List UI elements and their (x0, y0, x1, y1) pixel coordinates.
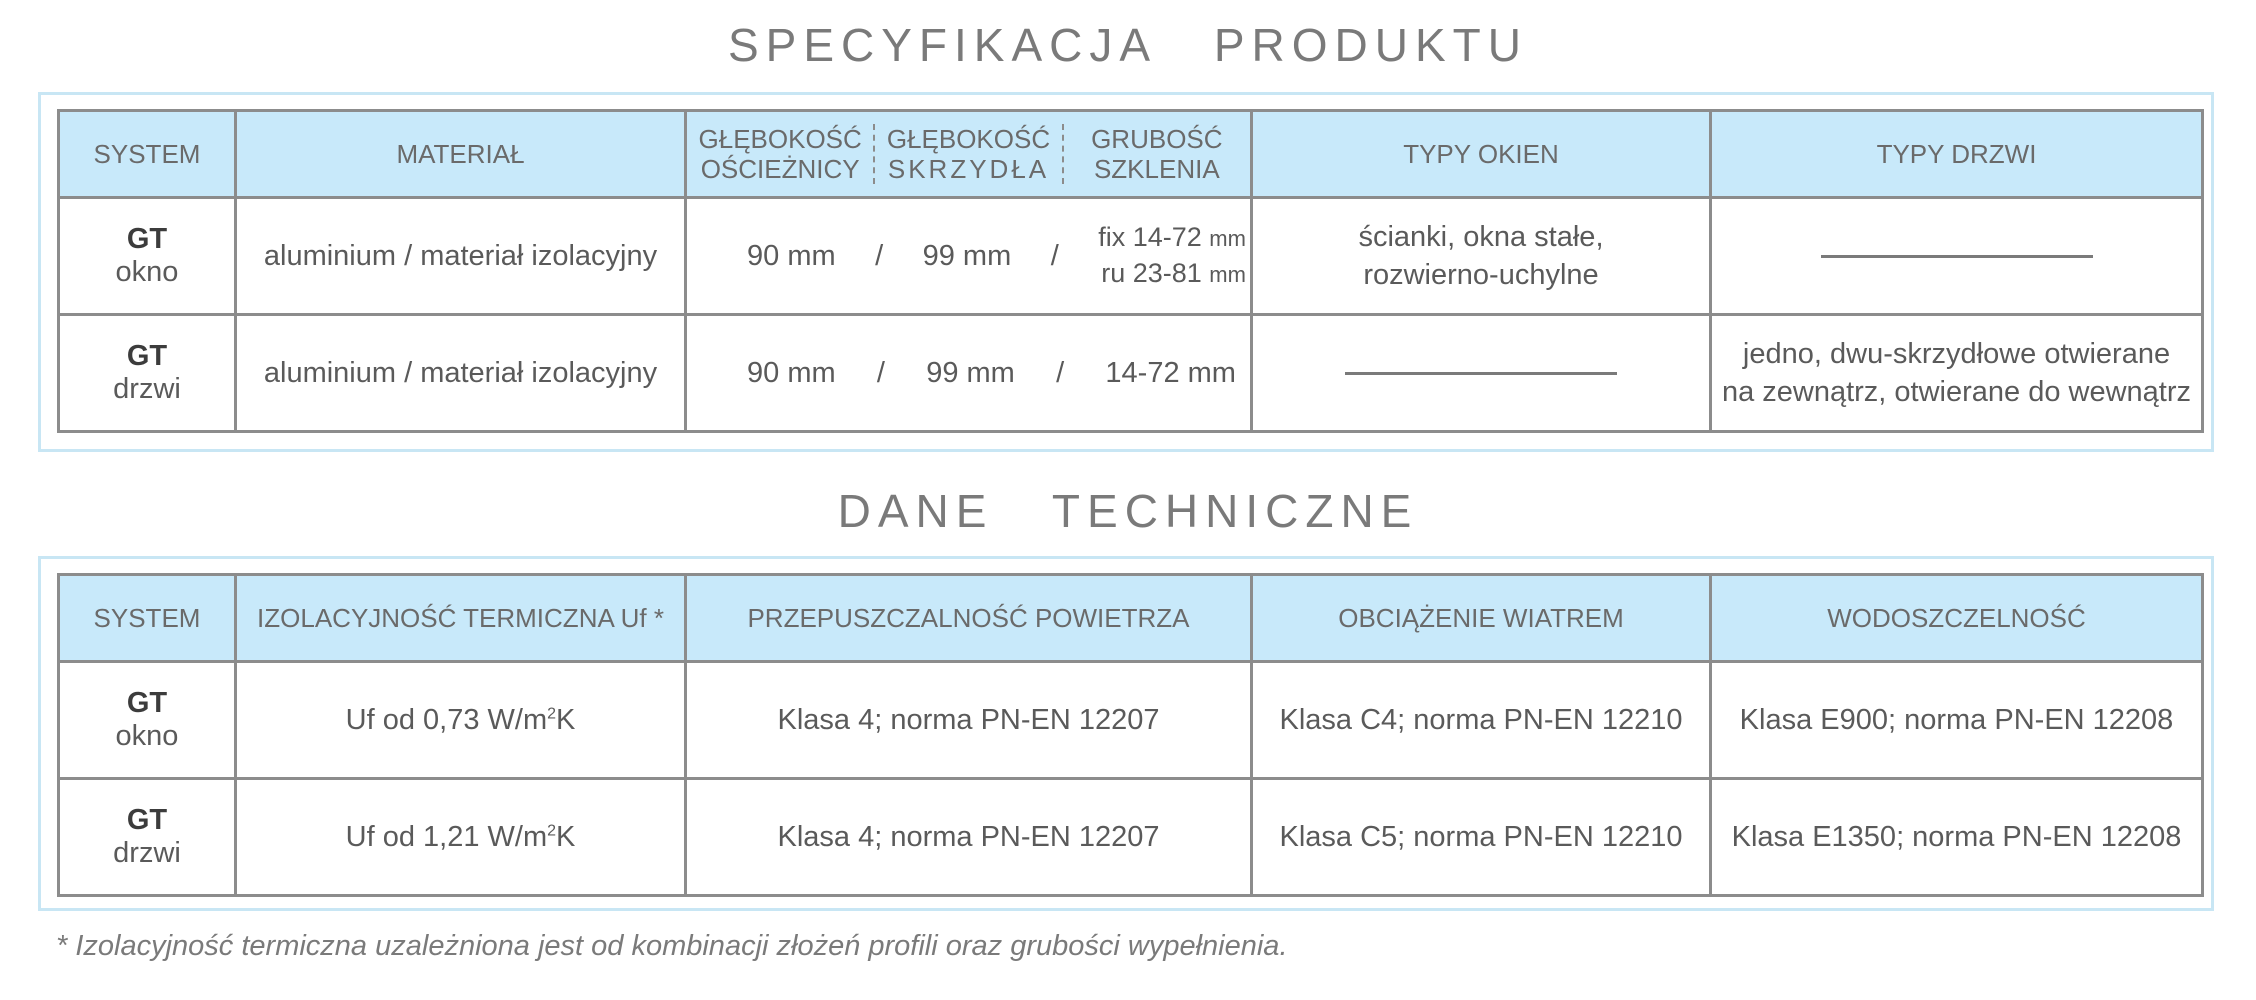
spec-header-row (59, 111, 2203, 198)
system-name: GT (126, 804, 168, 836)
window-types-cell (1252, 315, 1711, 432)
separator: / (875, 239, 884, 272)
depth-sash-value: 99 mm (922, 239, 1012, 272)
footnote: * Izolacyjność termiczna uzależniona jest od kombinacji złożeń profili oraz grubości wypełnienia. (56, 930, 1288, 962)
header-window-types: TYPY OKIEN (1252, 111, 1711, 198)
door-types-cell: jedno, dwu-skrzydłowe otwierane na zewnątrz, otwierane do wewnątrz (1711, 315, 2203, 432)
system-type: drzwi (113, 837, 181, 869)
system-type: drzwi (113, 373, 181, 405)
system-type: okno (115, 256, 179, 288)
header-door-types: TYPY DRZWI (1711, 111, 2203, 198)
wind-cell: Klasa C5; norma PN-EN 12210 (1252, 779, 1711, 896)
header-depths (686, 111, 1252, 198)
header-material: MATERIAŁ (236, 111, 686, 198)
system-type: okno (115, 720, 179, 752)
header-depth-frame: GŁĘBOKOŚĆ OŚCIEŻNICY (698, 124, 862, 184)
glass-thickness-value: 14-72 mm (1105, 356, 1236, 389)
system-name: GT (126, 687, 168, 719)
glass-thickness-value: fix 14-72 mm ru 23-81 mm (1098, 222, 1246, 288)
tech-header-row (59, 575, 2203, 662)
depths-cell (686, 315, 1252, 432)
air-cell: Klasa 4; norma PN-EN 12207 (686, 662, 1252, 779)
empty-dash (1821, 255, 2093, 258)
header-wind: OBCIĄŻENIE WIATREM (1252, 575, 1711, 662)
spec-table-frame (38, 92, 2214, 452)
water-cell: Klasa E1350; norma PN-EN 12208 (1711, 779, 2203, 896)
header-water: WODOSZCZELNOŚĆ (1711, 575, 2203, 662)
system-cell (59, 198, 236, 315)
separator: / (876, 356, 885, 389)
spec-table (57, 109, 2204, 433)
door-types-cell (1711, 198, 2203, 315)
tech-section-title: DANE TECHNICZNE (837, 485, 1419, 537)
system-cell (59, 779, 236, 896)
header-air: PRZEPUSZCZALNOŚĆ POWIETRZA (686, 575, 1252, 662)
separator: / (1056, 356, 1065, 389)
depth-frame-value: 90 mm (747, 356, 836, 389)
system-cell (59, 662, 236, 779)
window-types-cell: ścianki, okna stałe, rozwierno-uchylne (1252, 198, 1711, 315)
empty-dash (1345, 372, 1617, 375)
table-row (59, 315, 2203, 432)
material-cell: aluminium / materiał izolacyjny (236, 198, 686, 315)
depth-frame-value: 90 mm (747, 239, 836, 272)
header-thermal: IZOLACYJNOŚĆ TERMICZNA Uf * (236, 575, 686, 662)
thermal-cell: Uf od 0,73 $W/m^2K$ (236, 662, 686, 779)
table-row (59, 662, 2203, 779)
water-cell: Klasa E900; norma PN-EN 12208 (1711, 662, 2203, 779)
table-row (59, 779, 2203, 896)
system-name: GT (126, 340, 168, 372)
tech-table-frame (38, 556, 2214, 911)
header-glass-thickness: GRUBOŚĆ SZKLENIA (1062, 124, 1250, 184)
depth-sash-value: 99 mm (926, 356, 1015, 389)
header-system: SYSTEM (59, 575, 236, 662)
system-cell (59, 315, 236, 432)
thermal-cell: Uf od 1,21 $W/m^2K$ (236, 779, 686, 896)
table-row (59, 198, 2203, 315)
depths-cell (686, 198, 1252, 315)
tech-table (57, 573, 2204, 897)
header-depth-sash: GŁĘBOKOŚĆ SKRZYDŁA (873, 124, 1061, 184)
wind-cell: Klasa C4; norma PN-EN 12210 (1252, 662, 1711, 779)
air-cell: Klasa 4; norma PN-EN 12207 (686, 779, 1252, 896)
spec-section-title: SPECYFIKACJA PRODUKTU (727, 19, 1528, 71)
system-name: GT (126, 223, 168, 255)
separator: / (1050, 239, 1059, 272)
material-cell: aluminium / materiał izolacyjny (236, 315, 686, 432)
header-system: SYSTEM (59, 111, 236, 198)
